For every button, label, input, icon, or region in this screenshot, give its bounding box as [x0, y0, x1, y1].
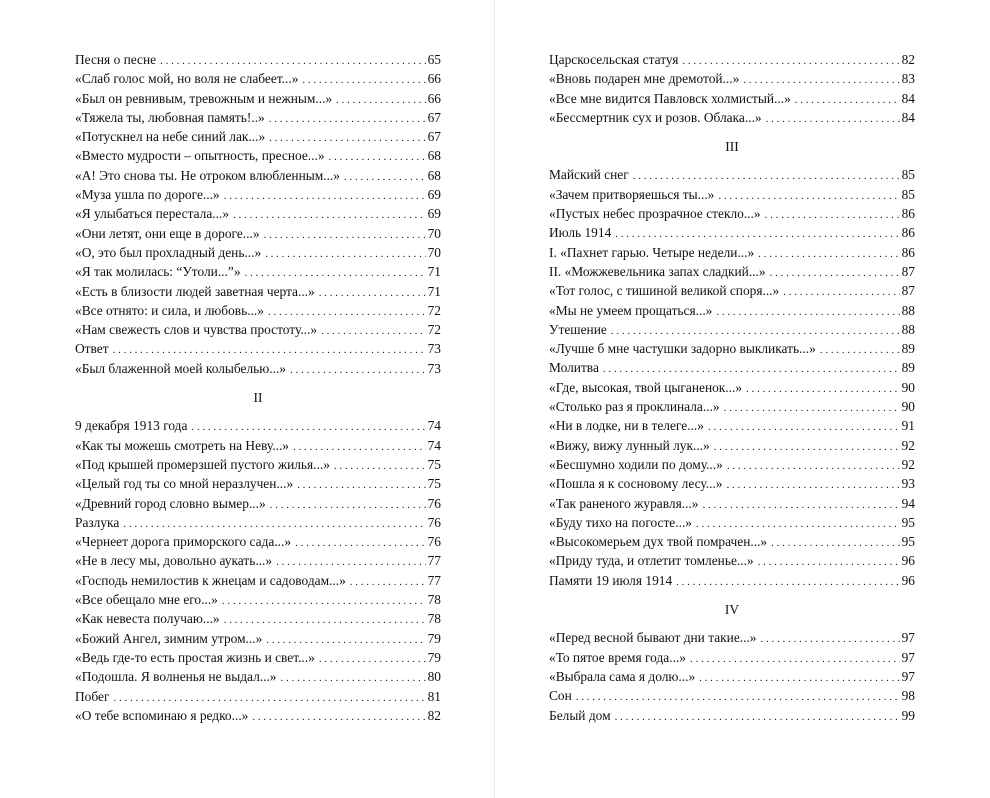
toc-entry-title: «Я так молилась: “Утоли...”»: [75, 264, 241, 280]
dot-leader: [295, 534, 426, 553]
toc-entry-page-number: 69: [427, 206, 441, 222]
toc-entry: [75, 455, 441, 474]
dot-leader: [770, 264, 900, 283]
toc-entry-page-number: 75: [427, 456, 441, 472]
toc-entry-page-number: 75: [427, 476, 441, 492]
toc-entry: [549, 494, 915, 513]
toc-entry-title: Белый дом: [549, 707, 611, 723]
dot-leader: [344, 168, 426, 187]
toc-entry-title: «Нам свежесть слов и чувства простоту...»: [75, 322, 318, 338]
toc-entry-title: «Столько раз я проклинала...»: [549, 399, 720, 415]
toc-entry-page-number: 66: [427, 71, 441, 87]
toc-entry-page-number: 82: [427, 707, 441, 723]
toc-entry-title: «Все обещало мне его...»: [75, 592, 218, 608]
dot-leader: [676, 573, 899, 592]
toc-entry: [549, 320, 915, 339]
toc-entry: [549, 551, 915, 570]
toc-entry: [549, 397, 915, 416]
dot-leader: [820, 341, 900, 360]
dot-leader: [336, 91, 425, 110]
toc-entry: [75, 146, 441, 165]
toc-entry-title: «Как невеста получаю...»: [75, 611, 220, 627]
toc-entry: [75, 301, 441, 320]
toc-entry: [75, 609, 441, 628]
toc-entry-title: «Они летят, они еще в дороге...»: [75, 225, 260, 241]
dot-leader: [321, 322, 426, 341]
toc-entry-title: Песня о песне: [75, 52, 157, 67]
toc-entry-title: «Ведь где-то есть простая жизнь и свет...»: [75, 649, 315, 665]
toc-entry-title: Июль 1914: [549, 225, 612, 241]
toc-entry: [75, 339, 441, 358]
toc-entry-title: Побег: [75, 688, 110, 704]
toc-entry-title: «Вновь подарен мне дремотой...»: [549, 71, 740, 87]
toc-entry-page-number: 76: [427, 534, 441, 550]
toc-entry-title: «То пятое время года...»: [549, 649, 686, 665]
toc-entry-page-number: 83: [901, 71, 915, 87]
dot-leader: [222, 592, 426, 611]
toc-entry-title: «Подошла. Я волненья не выдал...»: [75, 669, 277, 685]
dot-leader: [319, 650, 426, 669]
dot-leader: [319, 284, 426, 303]
toc-entry: [75, 687, 441, 706]
toc-entry-title: «Приду туда, и отлетит томленье...»: [549, 553, 754, 569]
toc-entry-title: «Лучше б мне частушки задорно выкликать...»: [549, 341, 816, 357]
toc-entry-title: II. «Можжевельника запах сладкий...»: [549, 263, 766, 279]
toc-entry-page-number: 79: [427, 630, 441, 646]
toc-entry-page-number: 69: [427, 187, 441, 203]
dot-leader: [264, 226, 426, 245]
dot-leader: [702, 496, 899, 515]
toc-entry: [549, 339, 915, 358]
toc-entry-page-number: 67: [427, 109, 441, 125]
dot-leader: [765, 206, 900, 225]
dot-leader: [265, 245, 425, 264]
toc-entry-page-number: 73: [427, 360, 441, 376]
toc-entry: [75, 494, 441, 513]
toc-entry: [549, 185, 915, 204]
toc-entry-title: «Потускнел на небе синий лак...»: [75, 129, 266, 145]
toc-entry: [549, 455, 915, 474]
toc-entry: [75, 359, 441, 378]
toc-entry-page-number: 90: [901, 399, 915, 415]
toc-entry-page-number: 72: [427, 322, 441, 338]
toc-entry-page-number: 92: [901, 456, 915, 472]
toc-entry-page-number: 76: [427, 495, 441, 511]
left-page: [75, 50, 441, 725]
dot-leader: [708, 418, 900, 437]
toc-entry-title: «Древний город словно вымер...»: [75, 495, 266, 511]
toc-entry-title: 9 декабря 1913 года: [75, 418, 188, 434]
toc-entry-page-number: 94: [901, 495, 915, 511]
toc-entry-page-number: 78: [427, 611, 441, 627]
toc-entry-page-number: 90: [901, 379, 915, 395]
dot-leader: [783, 283, 899, 302]
toc-entry: [75, 108, 441, 127]
toc-entry-page-number: 87: [901, 283, 915, 299]
toc-entry-title: «Господь немилостив к жнецам и садоводам...»: [75, 572, 346, 588]
toc-entry-title: «А! Это снова ты. Не отроком влюбленным...»: [75, 167, 340, 183]
toc-entry: [549, 108, 915, 127]
toc-entry-page-number: 99: [901, 707, 915, 723]
toc-entry-title: «Слаб голос мой, но воля не слабеет...»: [75, 71, 299, 87]
dot-leader: [795, 91, 900, 110]
toc-entry-title: Сон: [549, 688, 572, 704]
toc-entry: [75, 282, 441, 301]
toc-entry-page-number: 76: [427, 514, 441, 530]
toc-entry-title: «Пошла я к сосновому лесу...»: [549, 476, 723, 492]
toc-entry-title: Разлука: [75, 514, 120, 530]
toc-entry-page-number: 92: [901, 437, 915, 453]
toc-list: [75, 416, 441, 725]
dot-leader: [350, 573, 426, 592]
dot-leader: [766, 110, 900, 129]
toc-entry-title: Царскосельская статуя: [549, 52, 679, 67]
toc-entry: [75, 166, 441, 185]
dot-leader: [270, 496, 426, 515]
toc-entry-title: «Есть в близости людей заветная черта...»: [75, 283, 315, 299]
toc-entry-page-number: 87: [901, 263, 915, 279]
dot-leader: [771, 534, 899, 553]
toc-entry-page-number: 80: [427, 669, 441, 685]
dot-leader: [758, 553, 900, 572]
toc-entry-title: «Буду тихо на погосте...»: [549, 514, 692, 530]
toc-entry-title: Памяти 19 июля 1914: [549, 572, 673, 588]
toc-entry-title: «Не в лесу мы, довольно аукать...»: [75, 553, 273, 569]
toc-entry: [75, 532, 441, 551]
toc-entry: [549, 648, 915, 667]
dot-leader: [224, 187, 426, 206]
toc-entry-title: «Был блаженной моей колыбелью...»: [75, 360, 286, 376]
page-fold: [494, 0, 495, 798]
toc-entry-title: «Где, высокая, твой цыганенок...»: [549, 379, 743, 395]
toc-entry-title: «Так раненого журавля...»: [549, 495, 699, 511]
toc-entry: [549, 571, 915, 590]
section-heading-iv: IV: [724, 602, 740, 618]
dot-leader: [269, 110, 426, 129]
toc-entry-page-number: 66: [427, 90, 441, 106]
toc-entry-title: «Ни в лодке, ни в телеге...»: [549, 418, 704, 434]
toc-entry: [75, 320, 441, 339]
toc-entry: [75, 204, 441, 223]
dot-leader: [758, 245, 899, 264]
toc-entry: [549, 301, 915, 320]
dot-leader: [281, 669, 426, 688]
toc-entry-title: «Вместо мудрости – опытность, пресное...»: [75, 148, 325, 164]
toc-entry: [75, 224, 441, 243]
toc-entry-page-number: 74: [427, 437, 441, 453]
dot-leader: [716, 303, 899, 322]
toc-entry: [549, 262, 915, 281]
toc-entry: [549, 532, 915, 551]
toc-entry: [75, 127, 441, 146]
toc-entry-page-number: 86: [901, 206, 915, 222]
toc-entry: [549, 358, 915, 377]
toc-entry-title: «Был он ревнивым, тревожным и нежным...»: [75, 90, 333, 106]
toc-entry-page-number: 85: [901, 167, 915, 183]
toc-entry-page-number: 71: [427, 264, 441, 280]
toc-entry-page-number: 65: [427, 52, 441, 67]
toc-entry: [75, 243, 441, 262]
toc-entry: [75, 436, 441, 455]
toc-entry-page-number: 98: [901, 688, 915, 704]
toc-entry: [75, 262, 441, 281]
toc-entry-title: «Высокомерьем дух твой помрачен...»: [549, 534, 768, 550]
toc-entry: [549, 667, 915, 686]
toc-entry-page-number: 96: [901, 572, 915, 588]
toc-entry-title: Майский снег: [549, 167, 629, 183]
dot-leader: [615, 708, 900, 727]
toc-entry: [549, 89, 915, 108]
toc-entry-page-number: 68: [427, 167, 441, 183]
toc-entry-page-number: 88: [901, 302, 915, 318]
toc-entry: [75, 706, 441, 725]
toc-entry: [75, 571, 441, 590]
toc-entry-page-number: 70: [427, 225, 441, 241]
toc-entry: [75, 69, 441, 88]
toc-entry-page-number: 68: [427, 148, 441, 164]
toc-entry-title: «Под крышей промерзшей пустого жилья...»: [75, 456, 330, 472]
toc-entry-title: «Божий Ангел, зимним утром...»: [75, 630, 263, 646]
toc-entry: [549, 243, 915, 262]
toc-list: [549, 50, 915, 127]
toc-entry-title: «Все отнято: и сила, и любовь...»: [75, 302, 264, 318]
toc-entry: [75, 416, 441, 435]
dot-leader: [761, 630, 900, 649]
toc-entry-title: «О, это был прохладный день...»: [75, 244, 262, 260]
toc-entry: [549, 204, 915, 223]
toc-entry-title: «Как ты можешь смотреть на Неву...»: [75, 437, 289, 453]
toc-entry-page-number: 82: [901, 52, 915, 67]
dot-leader: [252, 708, 425, 727]
toc-entry-title: «Чернеет дорога приморского сада...»: [75, 534, 292, 550]
toc-entry-page-number: 88: [901, 321, 915, 337]
toc-entry-page-number: 95: [901, 514, 915, 530]
toc-entry: [75, 185, 441, 204]
toc-entry: [549, 436, 915, 455]
toc-entry-title: Утешение: [549, 321, 607, 337]
toc-entry-page-number: 84: [901, 109, 915, 125]
toc-entry: [549, 474, 915, 493]
toc-entry-page-number: 86: [901, 244, 915, 260]
toc-entry: [75, 551, 441, 570]
section-heading-ii: II: [253, 390, 263, 406]
dot-leader: [334, 457, 426, 476]
section-heading-iii: III: [725, 139, 739, 155]
toc-entry-title: «Мы не умеем прощаться...»: [549, 302, 713, 318]
toc-entry: [549, 50, 915, 69]
toc-entry-page-number: 71: [427, 283, 441, 299]
toc-list: [549, 628, 915, 724]
toc-entry-title: I. «Пахнет гарью. Четыре недели...»: [549, 244, 755, 260]
toc-entry: [75, 590, 441, 609]
toc-entry-title: Молитва: [549, 360, 599, 376]
toc-entry: [549, 165, 915, 184]
dot-leader: [690, 650, 900, 669]
toc-entry: [75, 50, 441, 69]
toc-entry-page-number: 74: [427, 418, 441, 434]
toc-entry-title: «Целый год ты со мной неразлучен...»: [75, 476, 294, 492]
toc-entry-title: «Перед весной бывают дни такие...»: [549, 630, 757, 646]
toc-entry: [549, 69, 915, 88]
toc-entry-page-number: 89: [901, 360, 915, 376]
toc-entry-page-number: 97: [901, 649, 915, 665]
toc-entry: [75, 513, 441, 532]
dot-leader: [297, 476, 425, 495]
right-page: [549, 50, 915, 725]
toc-entry: [549, 706, 915, 725]
toc-entry-page-number: 95: [901, 534, 915, 550]
toc-entry: [549, 686, 915, 705]
toc-entry: [75, 648, 441, 667]
toc-entry-title: «Все мне видится Павловск холмистый...»: [549, 90, 791, 106]
toc-list: [549, 165, 915, 590]
dot-leader: [746, 380, 900, 399]
toc-entry-title: «Пустых небес прозрачное стекло...»: [549, 206, 761, 222]
toc-entry-title: «Бесшумно ходили по дому...»: [549, 456, 723, 472]
toc-entry-title: «Зачем притворяешься ты...»: [549, 186, 715, 202]
toc-entry-page-number: 73: [427, 341, 441, 357]
toc-entry: [549, 513, 915, 532]
toc-entry-page-number: 79: [427, 649, 441, 665]
toc-entry-page-number: 70: [427, 244, 441, 260]
toc-entry-page-number: 77: [427, 572, 441, 588]
toc-entry-page-number: 89: [901, 341, 915, 357]
toc-entry-page-number: 96: [901, 553, 915, 569]
toc-entry-title: «Бессмертник сух и розов. Облака...»: [549, 109, 762, 125]
toc-entry: [75, 89, 441, 108]
dot-leader: [727, 476, 900, 495]
toc-entry: [549, 628, 915, 647]
toc-entry-page-number: 93: [901, 476, 915, 492]
toc-entry-page-number: 91: [901, 418, 915, 434]
toc-entry-page-number: 72: [427, 302, 441, 318]
toc-entry-title: Ответ: [75, 341, 109, 357]
toc-entry: [75, 474, 441, 493]
toc-entry-page-number: 81: [427, 688, 441, 704]
toc-entry-page-number: 77: [427, 553, 441, 569]
dot-leader: [727, 457, 900, 476]
toc-entry: [549, 223, 915, 242]
toc-entry: [549, 378, 915, 397]
dot-leader: [576, 688, 900, 707]
dot-leader: [699, 669, 899, 688]
toc-entry: [75, 667, 441, 686]
toc-entry-title: «Тяжела ты, любовная память!..»: [75, 109, 265, 125]
toc-entry-title: «Муза ушла по дороге...»: [75, 187, 220, 203]
toc-entry: [549, 281, 915, 300]
toc-entry-title: «Вижу, вижу лунный лук...»: [549, 437, 710, 453]
toc-entry-page-number: 97: [901, 668, 915, 684]
dot-leader: [290, 361, 426, 380]
dot-leader: [714, 438, 900, 457]
toc-entry-page-number: 97: [901, 630, 915, 646]
toc-entry-title: «Тот голос, с тишиной великой споря...»: [549, 283, 780, 299]
toc-entry-page-number: 78: [427, 592, 441, 608]
toc-entry-page-number: 85: [901, 186, 915, 202]
toc-entry-page-number: 86: [901, 225, 915, 241]
toc-entry-title: «Я улыбаться перестала...»: [75, 206, 230, 222]
dot-leader: [724, 399, 900, 418]
toc-list: [75, 50, 441, 378]
toc-entry-page-number: 84: [901, 90, 915, 106]
toc-entry-page-number: 67: [427, 129, 441, 145]
toc-entry-title: «Выбрала сама я долю...»: [549, 668, 696, 684]
toc-entry-title: «О тебе вспоминаю я редко...»: [75, 707, 249, 723]
toc-entry: [549, 416, 915, 435]
toc-entry: [75, 629, 441, 648]
